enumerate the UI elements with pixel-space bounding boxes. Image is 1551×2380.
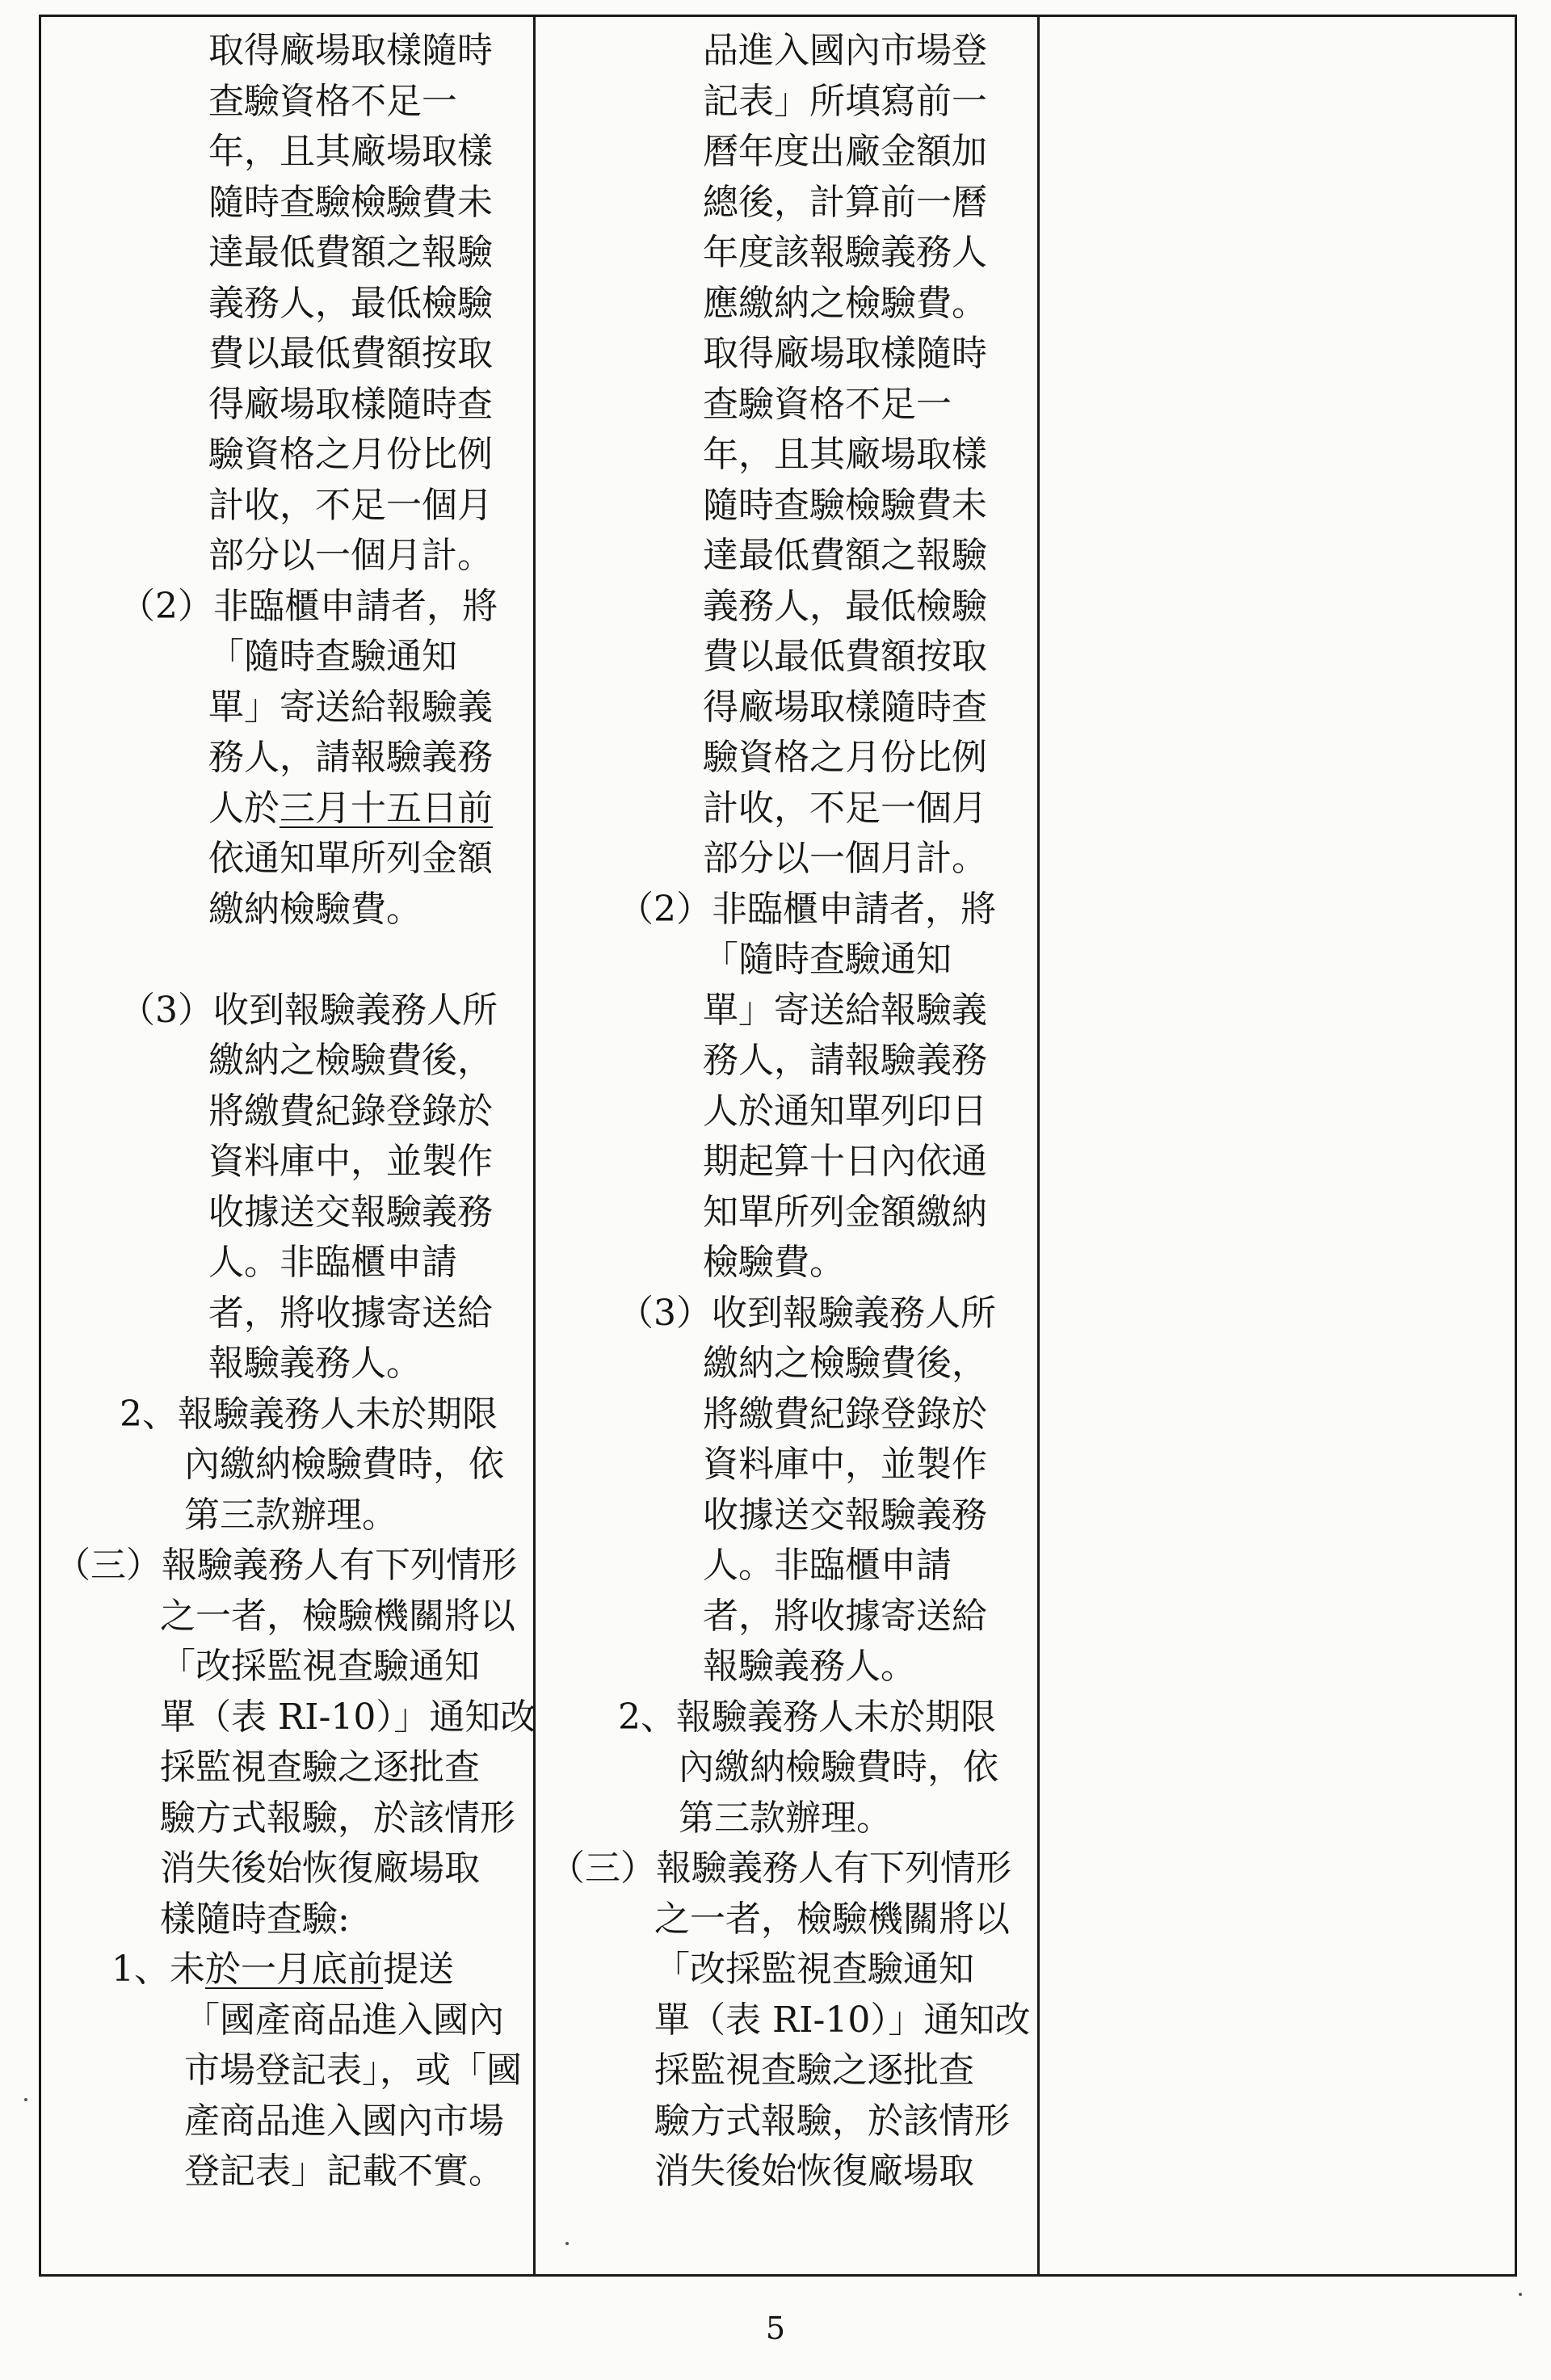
line-text: 市場登記表」，或「國 xyxy=(184,2050,522,2091)
text-line xyxy=(541,1642,1037,1692)
text-line xyxy=(39,582,533,633)
line-text: 部分以一個月計。 xyxy=(208,535,493,576)
line-text: 驗方式報驗，於該情形 xyxy=(654,2100,1010,2142)
line-text: 義務人，最低檢驗 xyxy=(208,282,493,324)
line-text: 第三款辦理。 xyxy=(184,1494,397,1536)
text-line xyxy=(541,834,1037,885)
scan-speck xyxy=(24,2098,27,2101)
text-line xyxy=(39,1238,533,1289)
line-text: 應繳納之檢驗費。 xyxy=(703,282,987,324)
text-line xyxy=(541,784,1037,835)
line-text: （2）非臨櫃申請者，將 xyxy=(618,888,996,930)
line-text: 人於 xyxy=(208,787,280,829)
text-line xyxy=(39,1844,533,1894)
text-line xyxy=(541,683,1037,734)
line-text: 達最低費額之報驗 xyxy=(703,535,987,576)
line-text: 曆年度出廠金額加 xyxy=(703,131,987,172)
line-text: 達最低費額之報驗 xyxy=(208,232,493,273)
line-text: 驗資格之月份比例 xyxy=(703,737,987,778)
text-line xyxy=(39,1491,533,1541)
line-text: 依通知單所列金額 xyxy=(208,838,493,879)
text-line xyxy=(39,2147,533,2197)
line-text: 單」寄送給報驗義 xyxy=(208,686,493,728)
line-text: 報驗義務人。 xyxy=(703,1646,916,1687)
line-text: 驗資格之月份比例 xyxy=(208,434,493,475)
line-text: 得廠場取樣隨時查 xyxy=(703,686,987,728)
line-text: 將繳費紀錄登錄於 xyxy=(208,1090,493,1132)
text-line xyxy=(541,582,1037,633)
line-text: 年，且其廠場取樣 xyxy=(703,434,987,475)
text-line xyxy=(541,481,1037,532)
line-text: 1、未 xyxy=(111,1949,205,1990)
text-line xyxy=(541,1137,1037,1188)
line-text: 「隨時查驗通知 xyxy=(208,636,457,677)
text-line xyxy=(541,1592,1037,1642)
text-line xyxy=(39,1894,533,1945)
line-text: 內繳納檢驗費時，依 xyxy=(184,1444,504,1485)
text-line xyxy=(39,2096,533,2147)
text-line xyxy=(541,1339,1037,1390)
underlined-deadline: 三月十五日前 xyxy=(280,787,493,829)
text-line xyxy=(39,1945,533,1995)
line-text: 單（表 RI-10）」通知改 xyxy=(160,1696,536,1738)
text-line xyxy=(39,178,533,229)
text-line xyxy=(541,2046,1037,2096)
text-line xyxy=(39,1995,533,2046)
line-text: 得廠場取樣隨時查 xyxy=(208,383,493,425)
line-text: （3）收到報驗義務人所 xyxy=(120,989,498,1031)
line-text: 2、報驗義務人未於期限 xyxy=(120,1393,498,1435)
line-text: 費以最低費額按取 xyxy=(703,636,987,677)
line-text: 取得廠場取樣隨時 xyxy=(703,333,987,374)
line-text: 計收，不足一個月 xyxy=(208,484,493,526)
left-column-text xyxy=(39,26,536,2197)
line-text: 之一者，檢驗機關將以 xyxy=(654,1898,1010,1940)
line-text: 總後，計算前一曆 xyxy=(703,181,987,223)
line-text: 隨時查驗檢驗費未 xyxy=(703,484,987,526)
line-text: 之一者，檢驗機關將以 xyxy=(160,1595,515,1637)
text-line xyxy=(39,1339,533,1390)
line-text: 查驗資格不足一 xyxy=(208,80,457,122)
text-line xyxy=(541,380,1037,431)
text-line xyxy=(39,1592,533,1642)
text-line xyxy=(39,1137,533,1188)
text-line xyxy=(541,1036,1037,1087)
line-text: 繳納之檢驗費後， xyxy=(208,1040,493,1081)
line-text: 第三款辦理。 xyxy=(679,1797,892,1839)
line-text: 單（表 RI-10）」通知改 xyxy=(654,1999,1031,2041)
line-text: 收據送交報驗義務 xyxy=(208,1191,493,1233)
line-text: 採監視查驗之逐批查 xyxy=(654,2050,974,2091)
text-line xyxy=(541,2147,1037,2197)
text-line xyxy=(39,986,533,1037)
line-text: 採監視查驗之逐批查 xyxy=(160,1747,480,1788)
text-line xyxy=(541,1692,1037,1743)
text-line xyxy=(39,733,533,784)
line-text: 驗方式報驗，於該情形 xyxy=(160,1797,515,1839)
line-text: 資料庫中，並製作 xyxy=(208,1141,493,1182)
text-line xyxy=(39,1793,533,1844)
line-text: 查驗資格不足一 xyxy=(703,383,952,425)
text-line xyxy=(541,1793,1037,1844)
line-text: 樣隨時查驗: xyxy=(160,1898,350,1940)
line-text: 檢驗費。 xyxy=(703,1242,845,1283)
text-line xyxy=(39,77,533,128)
document-page xyxy=(32,15,1519,2277)
text-line xyxy=(39,2046,533,2096)
line-text: 隨時查驗檢驗費未 xyxy=(208,181,493,223)
text-line xyxy=(541,1087,1037,1137)
line-text: 登記表」記載不實。 xyxy=(184,2151,504,2192)
line-text: 人於通知單列印日 xyxy=(703,1090,987,1132)
line-text: 取得廠場取樣隨時 xyxy=(208,30,493,71)
page-number: 5 xyxy=(765,2311,786,2346)
text-line xyxy=(541,77,1037,128)
line-text: 「改採監視查驗通知 xyxy=(160,1646,480,1687)
text-line xyxy=(39,380,533,431)
line-text: 報驗義務人。 xyxy=(208,1343,422,1384)
line-text: 品進入國內市場登 xyxy=(703,30,987,71)
scan-speck xyxy=(1519,2293,1522,2296)
text-line xyxy=(541,1995,1037,2046)
text-line xyxy=(39,26,533,77)
text-line xyxy=(541,1491,1037,1541)
line-text: 年度該報驗義務人 xyxy=(703,232,987,273)
text-line xyxy=(39,1692,536,1743)
text-line xyxy=(39,784,533,835)
line-text: 將繳費紀錄登錄於 xyxy=(703,1393,987,1435)
line-text: 計收，不足一個月 xyxy=(703,787,987,829)
line-text: 「改採監視查驗通知 xyxy=(654,1949,974,1990)
text-line xyxy=(39,1289,533,1339)
line-text-tail: 提送 xyxy=(383,1949,454,1990)
text-line xyxy=(39,127,533,178)
text-line xyxy=(541,885,1037,936)
column-divider xyxy=(533,15,536,2277)
text-line xyxy=(541,1945,1037,1995)
text-line xyxy=(39,1743,533,1793)
line-text: 2、報驗義務人未於期限 xyxy=(618,1696,996,1738)
line-text: 者，將收據寄送給 xyxy=(208,1292,493,1334)
text-line xyxy=(541,935,1037,986)
text-line xyxy=(541,531,1037,582)
line-text: 義務人，最低檢驗 xyxy=(703,585,987,627)
line-text: 繳納檢驗費。 xyxy=(208,888,422,930)
line-text: 知單所列金額繳納 xyxy=(703,1191,987,1233)
text-line xyxy=(541,733,1037,784)
line-text: 者，將收據寄送給 xyxy=(703,1595,987,1637)
text-line xyxy=(541,1894,1037,1945)
text-line xyxy=(39,1188,533,1238)
line-text: 費以最低費額按取 xyxy=(208,333,493,374)
line-text: 務人，請報驗義務 xyxy=(703,1040,987,1081)
text-line xyxy=(39,1390,533,1440)
text-line xyxy=(39,632,533,683)
line-text: 期起算十日內依通 xyxy=(703,1141,987,1182)
line-text: 務人，請報驗義務 xyxy=(208,737,493,778)
line-text: 消失後始恢復廠場取 xyxy=(160,1848,480,1889)
line-text: 繳納之檢驗費後， xyxy=(703,1343,987,1384)
column-divider xyxy=(1037,15,1040,2277)
text-line xyxy=(541,1541,1037,1592)
text-line xyxy=(39,430,533,481)
line-text: 記表」所填寫前一 xyxy=(703,80,987,122)
line-text: 產商品進入國內市場 xyxy=(184,2100,504,2142)
line-text: 人。非臨櫃申請 xyxy=(703,1545,952,1586)
text-line xyxy=(39,683,533,734)
line-text: （2）非臨櫃申請者，將 xyxy=(120,585,498,627)
text-line xyxy=(541,986,1037,1037)
text-line xyxy=(541,329,1037,380)
text-line xyxy=(541,2096,1037,2147)
scan-speck xyxy=(565,2242,569,2245)
text-line xyxy=(39,228,533,279)
text-line xyxy=(541,430,1037,481)
text-line xyxy=(39,481,533,532)
line-text: （三）報驗義務人有下列情形 xyxy=(549,1848,1011,1889)
line-text: 收據送交報驗義務 xyxy=(703,1494,987,1536)
line-text: 內繳納檢驗費時，依 xyxy=(679,1747,998,1788)
text-line xyxy=(541,1743,1037,1793)
line-text: 部分以一個月計。 xyxy=(703,838,987,879)
text-line xyxy=(39,1642,533,1692)
line-text: 年，且其廠場取樣 xyxy=(208,131,493,172)
line-text: （三）報驗義務人有下列情形 xyxy=(55,1545,517,1586)
text-line xyxy=(541,127,1037,178)
text-line xyxy=(541,1440,1037,1491)
underlined-deadline: 於一月底前 xyxy=(205,1949,383,1990)
text-line xyxy=(39,1087,533,1137)
text-line xyxy=(39,1036,533,1087)
text-line xyxy=(541,1188,1037,1238)
line-text: 「國產商品進入國內 xyxy=(184,1999,504,2041)
text-line xyxy=(39,279,533,330)
line-text: 人。非臨櫃申請 xyxy=(208,1242,457,1283)
paragraph-gap xyxy=(39,935,533,986)
text-line xyxy=(39,329,533,380)
text-line xyxy=(541,1390,1037,1440)
text-line xyxy=(541,1289,1037,1339)
text-line xyxy=(541,26,1037,77)
line-text: 消失後始恢復廠場取 xyxy=(654,2151,974,2192)
text-line xyxy=(541,1238,1037,1289)
text-line xyxy=(39,1541,533,1592)
text-line xyxy=(39,885,533,936)
text-line xyxy=(541,1844,1037,1894)
text-line xyxy=(39,1440,533,1491)
text-line xyxy=(541,178,1037,229)
text-line xyxy=(541,228,1037,279)
line-text: 「隨時查驗通知 xyxy=(703,939,952,980)
line-text: 資料庫中，並製作 xyxy=(703,1444,987,1485)
line-text: 單」寄送給報驗義 xyxy=(703,989,987,1031)
text-line xyxy=(39,531,533,582)
middle-column-text xyxy=(541,26,1037,2197)
text-line xyxy=(541,279,1037,330)
line-text: （3）收到報驗義務人所 xyxy=(618,1292,996,1334)
text-line xyxy=(39,834,533,885)
text-line xyxy=(541,632,1037,683)
